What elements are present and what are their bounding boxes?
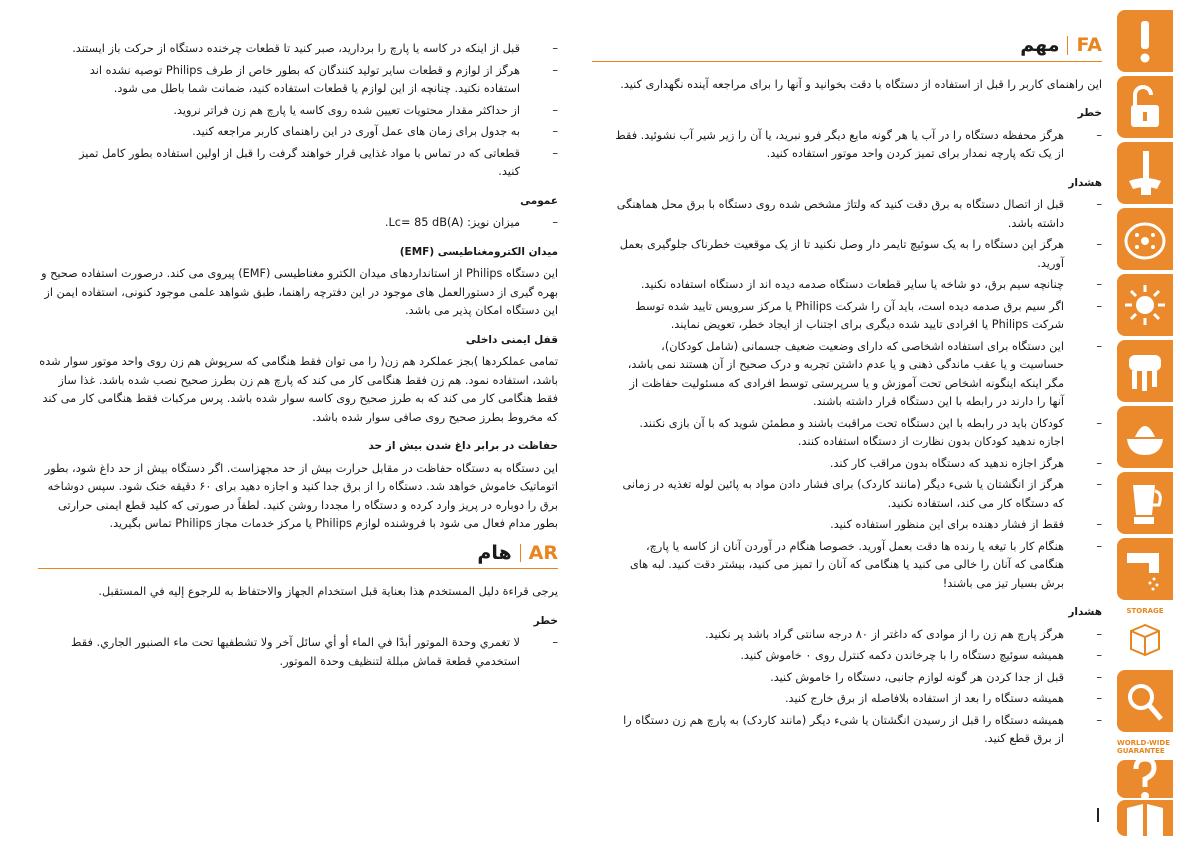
fa-overheat-text: این دستگاه به دستگاه حفاظت در مقابل حرارت بیش از حد مجهزاست. اگر دستگاه بیش از حد داغ شود، بطور اتوماتیک خاموش خواهد شد. دستگاه را از برق جدا کنید و اجازه دهید برای ۶۰ دقیقه خنک شود. سپس دوشاخه برق را دوباره در پریز وارد کرده و دستگاه را مجددا روشن کنید. لطفاً در صورتی که کلید قطع ایمنی حرارتی بطور مدام فعال می شود با فروشنده لوازم Philips یا مرکز خدمات مجاز Philips تماس بگیرید.: [44, 461, 558, 530]
blade-icon: [1123, 149, 1167, 197]
list-item: – قطعاتی که در تماس با مواد غذایی قرار خواهند گرفت را قبل از اولین استفاده بطور کامل تمیز کنید.: [38, 145, 558, 182]
blender-jug-icon: [1123, 479, 1167, 527]
storage-box-icon: [1123, 611, 1167, 659]
fa-general-heading: عمومی: [520, 194, 558, 207]
list-item: – همیشه دستگاه را قبل از رسیدن انگشتان یا شیء دیگر (مانند کاردک) به پارچ هم زن دستگاه را از برق قطع کنید.: [592, 712, 1102, 749]
list-item: – هرگز از انگشتان یا شیء دیگر (مانند کاردک) برای فشار دادن مواد به پائین لوله تغذیه در زمانی که دستگاه کار می کند، استفاده نکنید.: [592, 476, 1102, 513]
fa-divider: [592, 61, 1102, 62]
water-tap-icon: [1123, 545, 1167, 593]
open-book-icon: [1123, 794, 1167, 842]
citrus-press-icon: [1123, 413, 1167, 461]
list-item: – قبل از اتصال دستگاه به برق دقت کنید که ولتاژ مشخص شده روی دستگاه با برق محل هماهنگی داشته باشد.: [592, 196, 1102, 233]
sidebar-tab-help[interactable]: [1117, 760, 1173, 798]
storage-label: [1117, 604, 1173, 618]
ar-danger-list: [38, 634, 558, 671]
sidebar-tab-manual[interactable]: [1117, 800, 1173, 836]
fa-section-title: مهم: [1020, 34, 1060, 56]
sidebar-tab-dough[interactable]: [1117, 340, 1173, 402]
sidebar-tab-important[interactable]: [1117, 10, 1173, 72]
sidebar-tab-unlock[interactable]: [1117, 76, 1173, 138]
ar-language-code: AR: [520, 544, 558, 563]
list-item: – فقط از فشار دهنده برای این منظور استفاده کنید.: [592, 516, 1102, 535]
fa-section-header: [592, 36, 1102, 55]
sidebar-tab-jug[interactable]: [1117, 472, 1173, 534]
fa-emf-heading: میدان الکترومغناطیسی (EMF): [399, 245, 558, 258]
list-item: – لا تغمري وحدة الموتور أبدًا في الماء أو أي سائل آخر ولا تشطفيها تحت ماء الصنبور الجاري. فقط استخدمي قطعة قماش مبللة لتنظيف وحدة الموتور.: [38, 634, 558, 671]
list-item: – چنانچه سیم برق، دو شاخه یا سایر قطعات دستگاه صدمه دیده اند از دستگاه استفاده نکنید.: [592, 276, 1102, 295]
fa-cont-list: [38, 40, 558, 182]
fa-lock-text: تمامی عملکردها )بجز عملکرد هم زن( را می توان فقط هنگامی که سرپوش هم زن روی واحد موتور سوار شده باشد، استفاده نمود. هم زن فقط هنگامی کار می کند که پارچ هم زن بطرز صحیح نصب شده باشد. غذا ساز فقط هنگامی کار می کند که به طرز صحیح روی کاسه سوار شده باشد. پرس مرکبات فقط هنگامی کار می کند که مخروط بطرز صحیح روی صافی سوار شده باشد.: [39, 355, 558, 424]
fa-language-code: FA: [1067, 36, 1102, 55]
fa-intro: این راهنمای کاربر را قبل از استفاده از دستگاه با دقت بخوانید و آنها را برای مراجعه آینده نگهداری کنید.: [620, 77, 1102, 91]
list-item: – میزان نویز: Lc= 85 dB(A).: [38, 214, 558, 233]
fa-caution-heading: هشدار: [1068, 606, 1102, 618]
fa-lock-heading: قفل ایمنی داخلی: [465, 333, 558, 346]
list-item: – هرگز پارچ هم زن را از موادی که داغتر از ۸۰ درجه سانتی گراد باشد پر نکنید.: [592, 626, 1102, 645]
sidebar-tab-juicer[interactable]: [1117, 406, 1173, 468]
sidebar-tab-disc[interactable]: [1117, 208, 1173, 270]
fa-danger-list: [592, 127, 1102, 164]
ar-danger-heading: خطر: [533, 614, 558, 627]
fa-emf-text: این دستگاه Philips از استانداردهای میدان الکترو مغناطیسی (EMF) پیروی می کند. درصورت استفاده صحیح و بهره گیری از دستورالعمل های موجود در این دفترچه راهنما، طبق شواهد علمی موجود کنونی، استفاده ایمن از این دستگاه امکان پذیر می باشد.: [41, 267, 558, 317]
padlock-open-icon: [1123, 83, 1167, 131]
list-item: – اگر سیم برق صدمه دیده است، باید آن را شرکت Philips یا مرکز سرویس تایید شده توسط شرکت Philips یا افرادی تایید شده دیگری برای اجتناب از ایجاد خطر، تعویض نمایند.: [592, 298, 1102, 335]
left-column: [38, 40, 558, 674]
list-item: – هرگز محفظه دستگاه را در آب یا هر گونه مایع دیگر فرو نبرید، یا آن را زیر شیر آب نشوئید. فقط از یک تکه پارچه نمدار برای تمیز کردن واحد موتور استفاده کنید.: [592, 127, 1102, 164]
ar-divider: [38, 568, 558, 569]
disc-icon: [1123, 215, 1167, 263]
list-item: – از حداکثر مقدار محتویات تعیین شده روی کاسه یا پارچ هم زن فراتر نروید.: [38, 102, 558, 121]
list-item: – قبل از جدا کردن هر گونه لوازم جانبی، دستگاه را خاموش کنید.: [592, 669, 1102, 688]
list-item: – همیشه دستگاه را بعد از استفاده بلافاصله از برق خارج کنید.: [592, 690, 1102, 709]
sidebar: [1117, 0, 1191, 839]
fa-overheat-heading: حفاظت در برابر داغ شدن بیش از حد: [368, 440, 558, 452]
list-item: – هرگز این دستگاه را به یک سوئیچ تایمر دار وصل نکنید تا از یک موقعیت خطرناک جلوگیری بعمل آورید.: [592, 236, 1102, 273]
storage-label-text: STORAGE: [1126, 607, 1164, 615]
sidebar-tab-tap[interactable]: [1117, 538, 1173, 600]
exclamation-icon: [1123, 17, 1167, 65]
list-item: – هرگز از لوازم و قطعات سایر تولید کنندگان که بطور خاص از طرف Philips توصیه نشده اند استفاده نکنید. چنانچه از این لوازم یا قطعات استفاده کنید، ضمانت شما باطل می شود.: [38, 62, 558, 99]
guarantee-label-text: WORLD-WIDE GUARANTEE: [1117, 739, 1170, 755]
page-marker: [1097, 808, 1099, 822]
fa-general-list: [38, 214, 558, 233]
fa-danger-heading: خطر: [1077, 107, 1102, 119]
list-item: – به جدول برای زمان های عمل آوری در این راهنمای کاربر مراجعه کنید.: [38, 123, 558, 142]
dough-hook-icon: [1123, 347, 1167, 395]
ar-section-title: هام: [477, 541, 512, 564]
list-item: – کودکان باید در رابطه با این دستگاه تحت مراقبت باشند و مطمئن شوید که با آن بازی نکنند. اجازه ندهید کودکان بدون نظارت از دستگاه استفاده کنند.: [592, 415, 1102, 452]
fa-warning-heading: هشدار: [1068, 176, 1102, 189]
right-column: [592, 36, 1102, 752]
sidebar-tab-search[interactable]: [1117, 670, 1173, 732]
sun-icon: [1123, 281, 1167, 329]
list-item: – هنگام کار با تیغه یا رنده ها دقت بعمل آورید. خصوصا هنگام در آوردن آنان از کاسه یا پارچ، هنگامی که آنان را خالی می کنید یا هنگامی که آنان را تمیز می کنید، بیشتر دقت کنید. لبه های برش بسیار تیز می باشند!: [592, 538, 1102, 594]
sidebar-tab-sun[interactable]: [1117, 274, 1173, 336]
magnifier-icon: [1123, 677, 1167, 725]
list-item: – همیشه سوئیچ دستگاه را با چرخاندن دکمه کنترل روی ۰ خاموش کنید.: [592, 647, 1102, 666]
list-item: – این دستگاه برای استفاده اشخاصی که دارای وضعیت ضعیف جسمانی (شامل کودکان)، حساسیت و یا عقب ماندگی ذهنی و یا عدم داشتن تجربه و درک صحیح از آن هستند نمی باشد، مگر اینکه اینگونه اشخاص تحت آموزش و یا سرپرستی توسط افرادی که مسئولیت حفاظت از آنها را دارند در رابطه با این دستگاه قرار داشته باشند.: [592, 338, 1102, 412]
list-item: – هرگز اجازه ندهید که دستگاه بدون مراقب کار کند.: [592, 455, 1102, 474]
sidebar-tab-blade[interactable]: [1117, 142, 1173, 204]
ar-section-header: [38, 541, 558, 564]
list-item: – قبل از اینکه در کاسه یا پارچ را بردارید، صبر کنید تا قطعات چرخنده دستگاه از حرکت باز ایستند.: [38, 40, 558, 59]
fa-caution-list: [592, 626, 1102, 749]
ar-intro: يرجى قراءة دليل المستخدم هذا بعناية قبل استخدام الجهاز والاحتفاظ به للرجوع إليه في المستقبل.: [98, 585, 558, 598]
fa-warning-list: [592, 196, 1102, 593]
